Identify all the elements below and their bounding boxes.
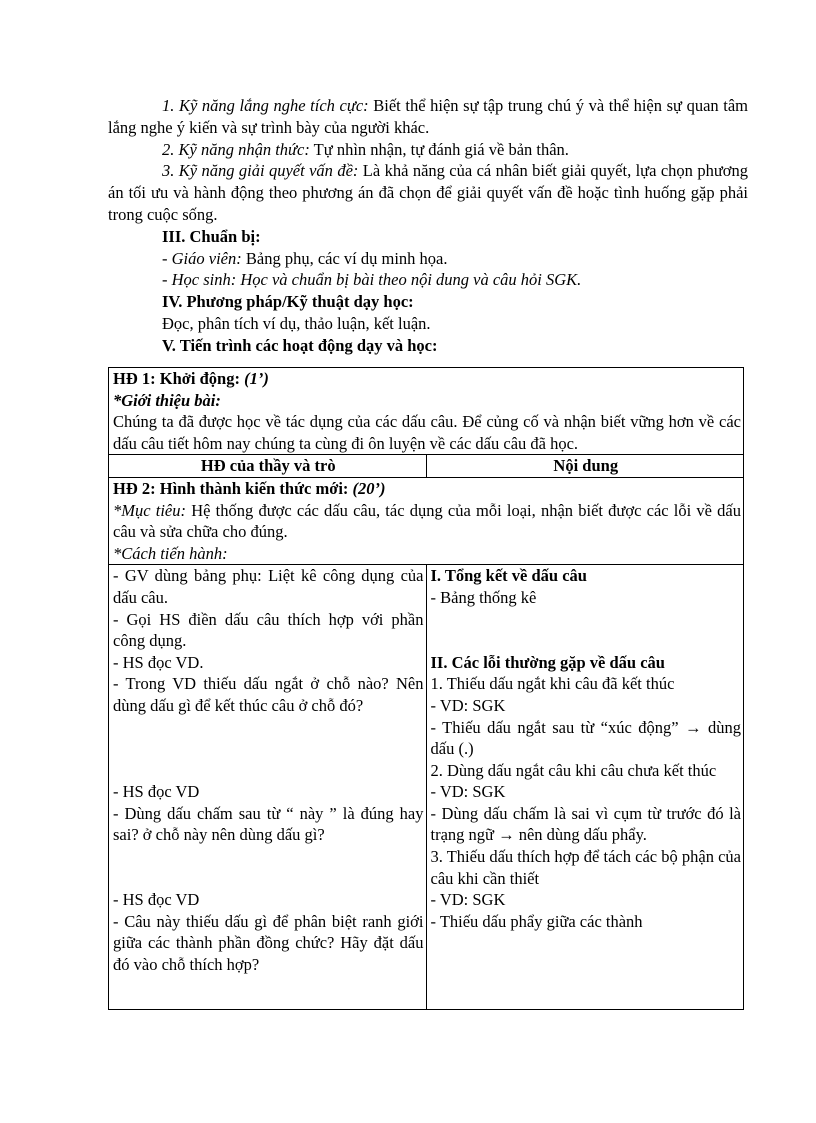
left-item: - HS đọc VD [113,890,200,910]
content-row [109,565,744,1010]
hd2-goal: *Mục tiêu: Hệ thống được các dấu câu, tác dụng của mỗi loại, nhận biết được các lỗi về dấu câu và sửa chữa cho đúng. [113,500,742,542]
lesson-table [108,367,744,1010]
left-item: - HS đọc VD. [113,652,204,672]
hd2-cell [109,477,744,564]
section-4-heading: IV. Phương pháp/Kỹ thuật dạy học: [162,292,414,312]
skill-3 [108,160,748,225]
student-prep: - Học sinh: Học và chuẩn bị bài theo nội dung và câu hỏi SGK. [162,270,582,290]
skill-3-text: Là khả năng của cá nhân biết giải quyết, lựa chọn phương án tối ưu và hành động theo phương án đã chọn để giải quyết vấn đề hoặc tình huống gặp phải trong cuộc sống. [108,161,748,224]
hd1-subtitle: *Giới thiệu bài: [113,390,221,410]
skill-2 [108,139,748,161]
teacher-prep-text: Bảng phụ, các ví dụ minh họa. [241,248,448,268]
teacher-student-column [109,565,427,1010]
left-item: - Dùng dấu chấm sau từ “ này ” là đúng hay sai? ở chỗ này nên dùng dấu gì? [113,803,424,845]
right-item: - VD: SGK [430,782,506,802]
left-item: - Gọi HS điền dấu câu thích hợp với phần công dụng. [113,609,424,651]
hd1-row [109,368,744,455]
content-column [426,565,744,1010]
right-heading-2: II. Các lỗi thường gặp về dấu câu [430,652,665,672]
right-item: - VD: SGK [430,695,506,715]
hd2-title: HĐ 2: Hình thành kiến thức mới: (20’) [113,478,386,498]
method-text: Đọc, phân tích ví dụ, thảo luận, kết luận. [162,313,431,333]
right-item: 3. Thiếu dấu thích hợp để tách các bộ phận của câu khi cần thiết [430,847,741,888]
left-item: - GV dùng bảng phụ: Liệt kê công dụng của dấu câu. [113,566,424,607]
right-item: 2. Dùng dấu ngắt câu khi câu chưa kết thúc [430,760,717,780]
right-item: - Thiếu dấu phẩy giữa các thành [430,911,643,931]
section-3-heading: III. Chuẩn bị: [162,226,261,246]
skill-1-label: 1. Kỹ năng lắng nghe tích cực: [162,96,369,115]
left-item: - Câu này thiếu dấu gì để phân biệt ranh giới giữa các thành phần đồng chức? Hãy đặt dấu đó vào chỗ thích hợp? [113,911,424,975]
hd2-row [109,477,744,564]
left-item: - HS đọc VD [113,782,200,802]
col-header-activities: HĐ của thầy và trò [109,455,427,478]
skill-1-text: Biết thể hiện sự tập trung chú ý và thể hiện sự quan tâm lắng nghe ý kiến và sự trình bày của người khác. [108,96,748,137]
document-body [108,95,748,357]
hd2-method: *Cách tiến hành: [113,543,228,563]
right-item: 1. Thiếu dấu ngắt khi câu đã kết thúc [430,674,675,694]
skill-3-label: 3. Kỹ năng giải quyết vấn đề: [162,161,359,181]
header-row [109,455,744,478]
col-header-content: Nội dung [426,455,744,478]
left-item: - Trong VD thiếu dấu ngắt ở chỗ nào? Nên dùng dấu gì để kết thúc câu ở chỗ đó? [113,674,424,715]
hd1-cell [109,368,744,455]
skill-2-label: 2. Kỹ năng nhận thức: [162,139,310,159]
right-item: - Bảng thống kê [430,587,537,607]
right-item: - Dùng dấu chấm là sai vì cụm từ trước đó là trạng ngữ → nên dùng dấu phẩy. [430,803,741,845]
right-item: - VD: SGK [430,890,506,910]
skill-2-text: Tự nhìn nhận, tự đánh giá về bản thân. [309,139,569,159]
teacher-prep-label: - Giáo viên: [162,248,242,268]
right-item: - Thiếu dấu ngắt sau từ “xúc động” → dùng dấu (.) [430,717,741,759]
hd1-title: HĐ 1: Khởi động: (1’) [113,369,269,388]
hd1-text: Chúng ta đã được học về tác dụng của các dấu câu. Để củng cố và nhận biết vững hơn về các dấu câu tiết hôm nay chúng ta cùng đi ôn luyện về các dấu câu đã học. [113,412,741,453]
section-5-heading: V. Tiến trình các hoạt động dạy và học: [162,335,438,355]
teacher-prep [108,248,748,270]
right-heading-1: I. Tổng kết về dấu câu [430,566,587,586]
skill-1 [108,95,748,139]
